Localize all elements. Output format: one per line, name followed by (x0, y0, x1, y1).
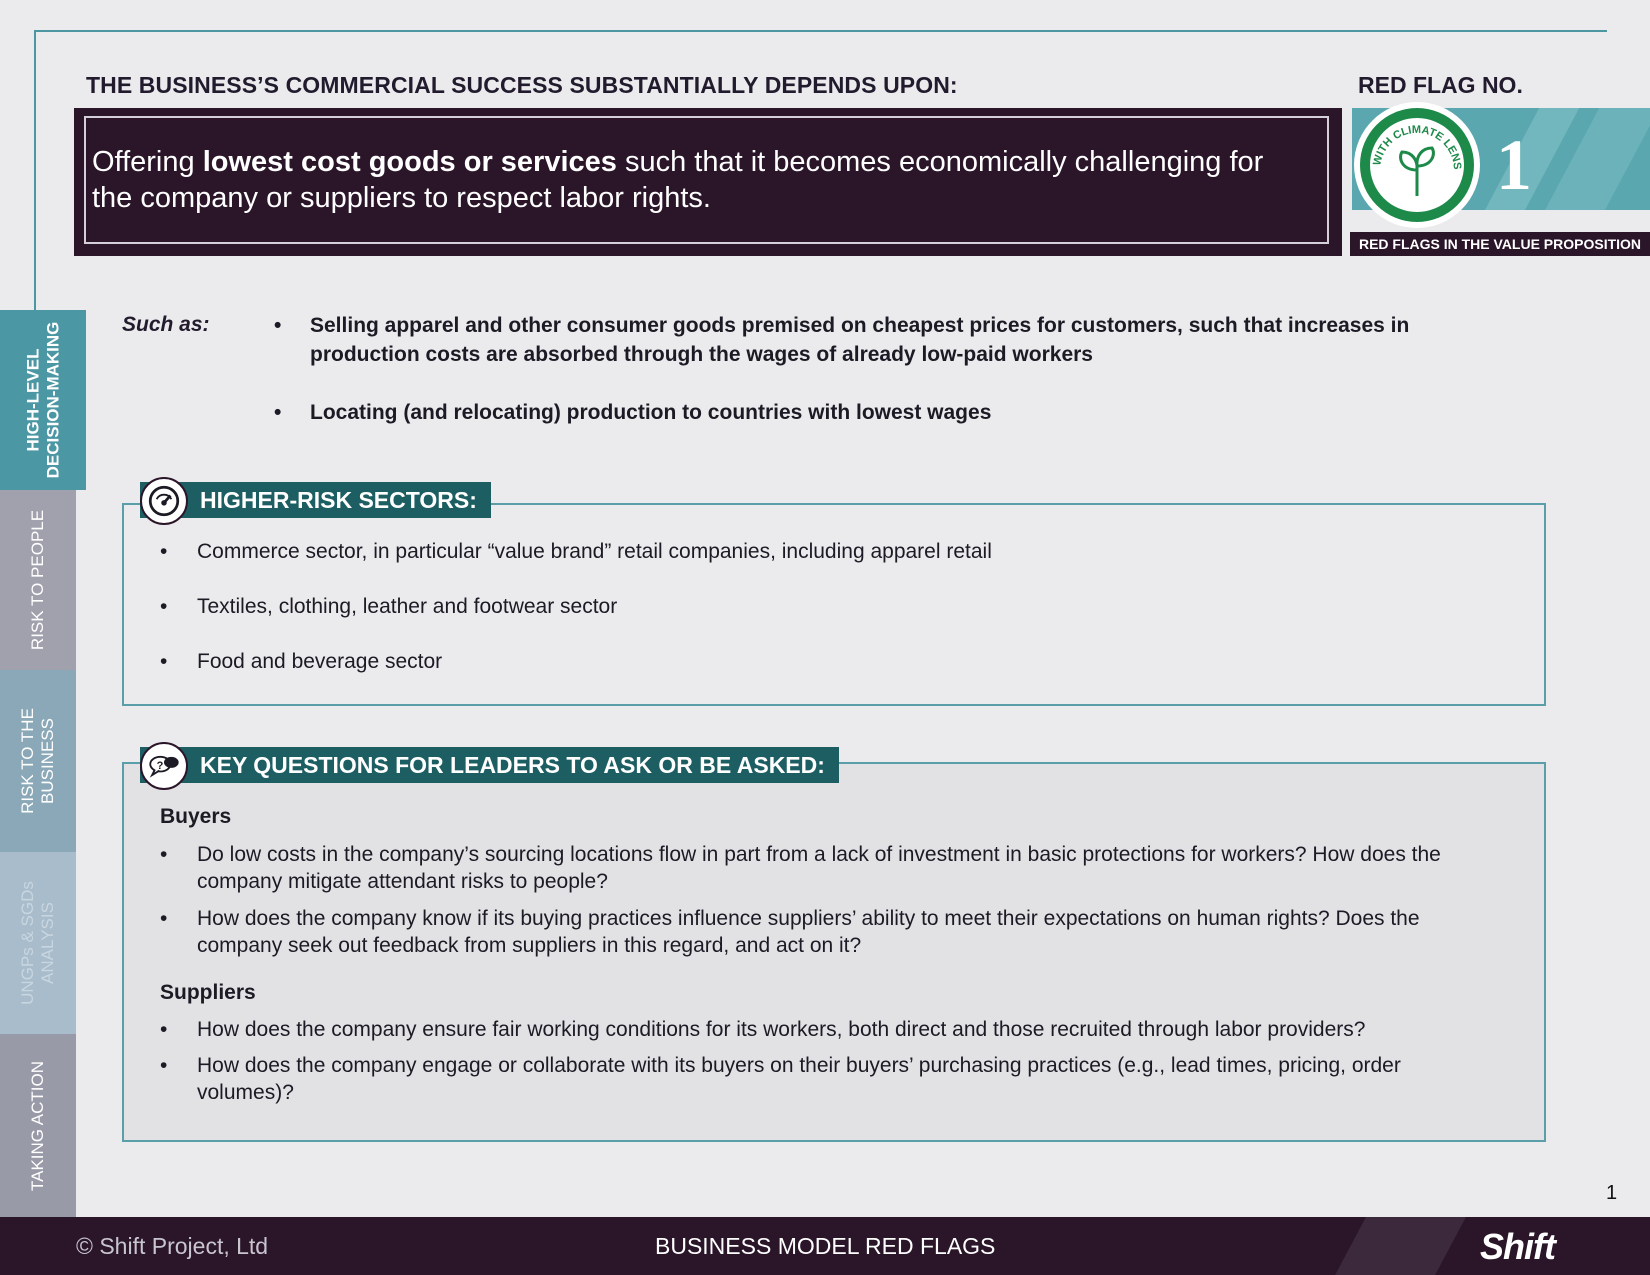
statement-pre: Offering (92, 146, 203, 178)
question-item: • How does the company ensure fair working conditions for its workers, both direct and those recruited through labor providers? (160, 1018, 1366, 1041)
example-item: • Selling apparel and other consumer goods premised on cheapest prices for customers, such that increases in production costs are absorbed through the wages of already low-paid workers (274, 314, 1410, 366)
sector-item: • Textiles, clothing, leather and footwear sector (160, 595, 618, 618)
statement-box (74, 108, 1342, 256)
statement-bold: lowest cost goods or services (202, 146, 617, 178)
frame-left-line (34, 30, 36, 310)
red-flag-caption: RED FLAGS IN THE VALUE PROPOSITION (1350, 232, 1650, 256)
side-tab-ungps-analysis[interactable] (0, 852, 76, 1034)
page-headline: THE BUSINESS’S COMMERCIAL SUCCESS SUBSTANTIALLY DEPENDS UPON: (86, 72, 958, 98)
red-flag-number: 1 (1496, 125, 1532, 205)
red-flag-label: RED FLAG NO. (1358, 72, 1523, 98)
side-tab-taking-action[interactable] (0, 1034, 76, 1218)
question-item: • How does the company know if its buying practices influence suppliers’ ability to meet their expectations on human rights? Does the company seek out feedback from suppliers in this regard, and act on it? (160, 907, 1420, 957)
questions-heading: KEY QUESTIONS FOR LEADERS TO ASK OR BE ASKED: (140, 747, 839, 783)
statement-text (92, 144, 1292, 216)
side-tab-label: RISK TO PEOPLE (28, 509, 47, 651)
question-item: • How does the company engage or collaborate with its buyers on their buyers’ purchasing practices (e.g., lead times, pricing, order volumes)? (160, 1054, 1401, 1104)
shift-logo: Shift (1480, 1226, 1555, 1267)
climate-lens-badge-icon (1352, 100, 1482, 230)
question-item: • Do low costs in the company’s sourcing locations flow in part from a lack of investment in basic protections for workers? How does the company mitigate attendant risks to people? (160, 843, 1441, 893)
side-tab-risk-to-business[interactable] (0, 670, 76, 852)
side-tab-label: HIGH-LEVEL DECISION-MAKING (23, 321, 62, 479)
side-tab-label: UNGPs & SGDs ANALYSIS (18, 881, 57, 1005)
badge-text: WITH CLIMATE LENS (1371, 123, 1464, 171)
side-tab-high-level[interactable] (0, 310, 86, 490)
footer-title: BUSINESS MODEL RED FLAGS (655, 1233, 996, 1259)
suppliers-subheading: Suppliers (160, 981, 256, 1004)
example-item: • Locating (and relocating) production to countries with lowest wages (274, 401, 992, 424)
svg-text:?: ? (156, 759, 164, 772)
statement-post: such that it becomes economically challenging for the company or suppliers to respect labor rights. (92, 146, 1264, 214)
sector-item: • Food and beverage sector (160, 650, 443, 673)
speech-bubbles-icon (140, 742, 188, 790)
side-tab-label: RISK TO THE BUSINESS (18, 708, 57, 814)
speedometer-icon (140, 477, 188, 525)
examples-label: Such as: (122, 313, 210, 336)
side-tab-risk-to-people[interactable] (0, 490, 76, 670)
sectors-heading: HIGHER-RISK SECTORS: (140, 482, 491, 518)
footer-copyright: © Shift Project, Ltd (76, 1233, 269, 1259)
frame-top-line (34, 30, 1607, 32)
buyers-subheading: Buyers (160, 805, 232, 828)
page-number: 1 (1606, 1182, 1618, 1204)
side-tab-label: TAKING ACTION (28, 1060, 48, 1192)
sector-item: • Commerce sector, in particular “value brand” retail companies, including apparel retail (160, 540, 992, 563)
